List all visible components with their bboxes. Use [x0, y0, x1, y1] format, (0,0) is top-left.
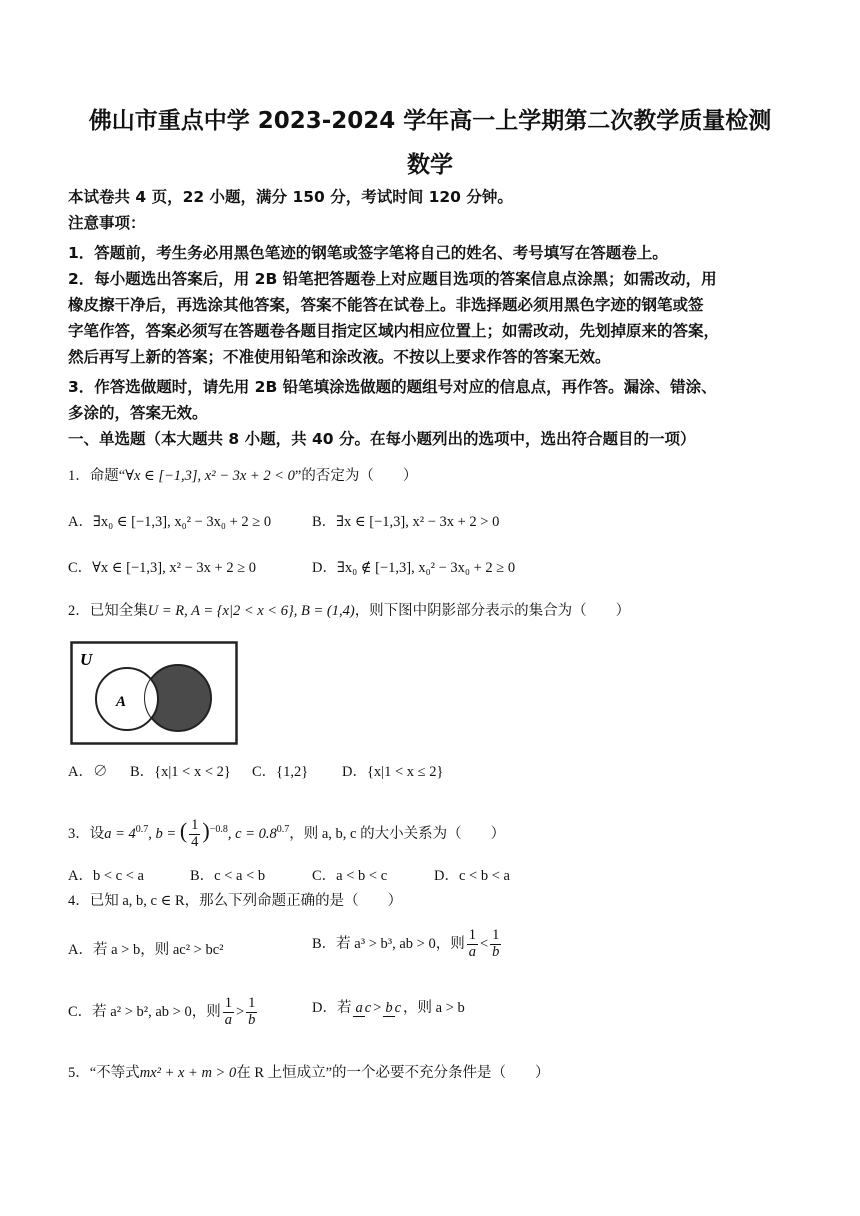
- question-5-stem: 5．“不等式mx² + x + m > 0在 R 上恒成立”的一个必要不充分条件是（ ）: [68, 1065, 550, 1081]
- subject-title: 数学: [407, 152, 453, 178]
- question-3-option-b: B．c < a < b: [190, 868, 266, 884]
- question-3-stem: 3．设$a = 4^{0.7}$, b = ( $\frac{1}{4}$ )$^{-0.8}$, $c = 0.8^{0.7}$，则 a, b, c 的大小关系为（ ）: [68, 817, 506, 850]
- venn-diagram: [70, 641, 238, 745]
- venn-a-label: A: [116, 694, 127, 710]
- note-line: 然后再写上新的答案；不准使用铅笔和涂改液。不按以上要求作答的答案无效。: [68, 348, 611, 366]
- note-line: 字笔作答，答案必须写在答题卷各题目指定区域内相应位置上；如需改动，先划掉原来的答案，: [68, 322, 720, 340]
- question-3-option-d: D．c < b < a: [434, 868, 510, 884]
- question-1-option-a: A．∃x₀ ∈ [−1,3], x₀² − 3x₀ + 2 ≥ 0: [68, 514, 272, 530]
- question-2-option-b: B．{x|1 < x < 2}: [130, 764, 231, 780]
- question-3-option-a: A．b < c < a: [68, 868, 144, 884]
- question-1-option-b: B．∃x ∈ [−1,3], x² − 3x + 2 > 0: [312, 514, 500, 530]
- question-1-stem: 1．命题“∀x ∈ [−1,3], x² − 3x + 2 < 0”的否定为（ ）: [68, 468, 418, 484]
- question-1-option-d: D．∃x₀ ∉ [−1,3], x₀² − 3x₀ + 2 ≥ 0: [312, 560, 516, 576]
- note-line: 1．答题前，考生务必用黑色笔迹的钢笔或签字笔将自己的姓名、考号填写在答题卷上。: [68, 244, 668, 262]
- venn-u-label: U: [80, 650, 93, 669]
- question-2-stem: 2．已知全集U = R, A = {x|2 < x < 6}, B = (1,4)，则下图中阴影部分表示的集合为（ ）: [68, 603, 631, 619]
- exam-title: 佛山市重点中学 2023-2024 学年高一上学期第二次教学质量检测: [88, 108, 772, 134]
- question-1-option-c: C．∀x ∈ [−1,3], x² − 3x + 2 ≥ 0: [68, 560, 257, 576]
- question-4-stem: 4．已知 a, b, c ∈ R，那么下列命题正确的是（ ）: [68, 893, 403, 909]
- question-3-option-c: C．a < b < c: [312, 868, 388, 884]
- question-4-option-b: B．若 a³ > b³, ab > 0，则 $\frac{1}{a}$ < $\frac{1}{b}$: [312, 927, 500, 960]
- question-4-option-c: C．若 a² > b², ab > 0，则 $\frac{1}{a}$ > $\frac{1}{b}$: [68, 995, 256, 1028]
- question-2-option-a: A．∅: [68, 764, 108, 780]
- note-line: 2．每小题选出答案后，用 2B 铅笔把答题卷上对应题目选项的答案信息点涂黑；如需改动，用: [68, 270, 717, 288]
- question-2-option-d: D．{x|1 < x ≤ 2}: [342, 764, 444, 780]
- question-4-option-d: D．若 a c > b c ，则 a > b: [312, 999, 465, 1016]
- section-heading: 一、单选题（本大题共 8 小题，共 40 分。在每小题列出的选项中，选出符合题目的一项）: [68, 430, 696, 448]
- note-line: 多涂的，答案无效。: [68, 404, 208, 422]
- note-line: 橡皮擦干净后，再选涂其他答案，答案不能答在试卷上。非选择题必须用黑色字迹的钢笔或签: [68, 296, 704, 314]
- notice-label: 注意事项：: [68, 214, 146, 232]
- exam-info: 本试卷共 4 页，22 小题，满分 150 分，考试时间 120 分钟。: [68, 188, 513, 206]
- question-2-option-c: C．{1,2}: [252, 764, 309, 780]
- question-4-option-a: A．若 a > b，则 ac² > bc²: [68, 942, 224, 958]
- note-line: 3．作答选做题时，请先用 2B 铅笔填涂选做题的题组号对应的信息点，再作答。漏涂、错涂、: [68, 378, 717, 396]
